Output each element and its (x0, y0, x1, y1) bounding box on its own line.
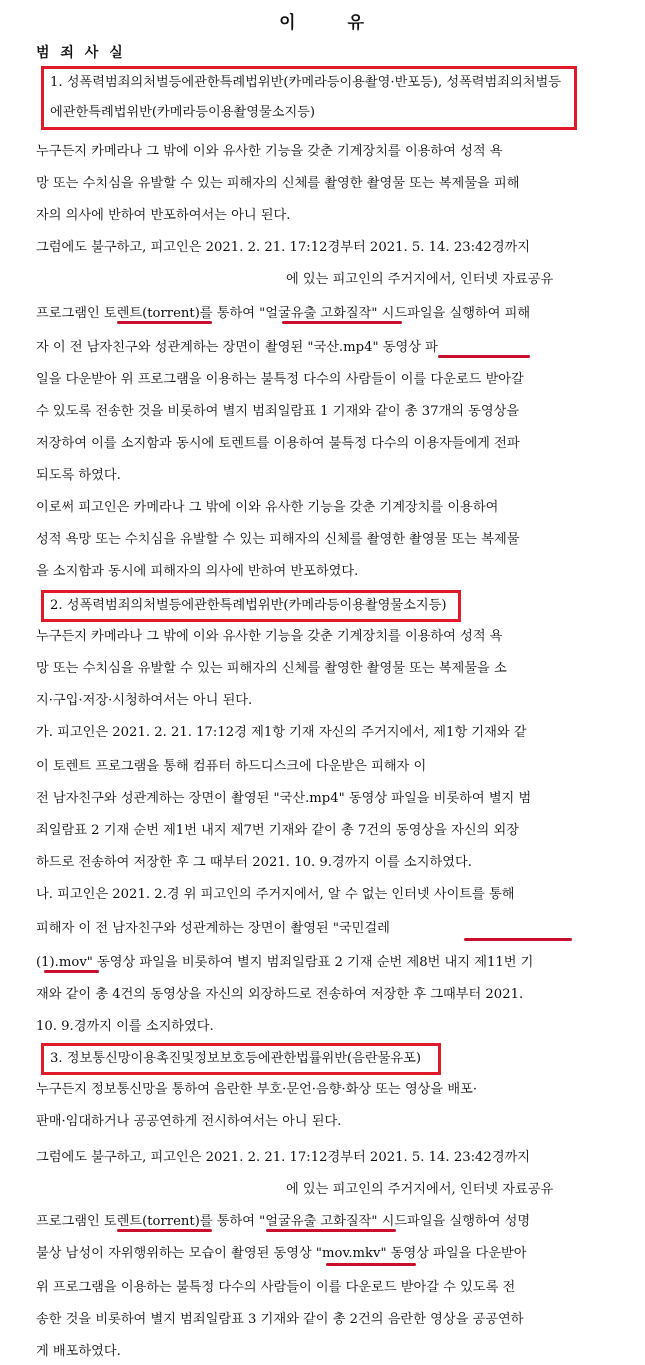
body-line: 10. 9.경까지 이를 소지하였다. (36, 1019, 214, 1034)
highlight-underline (282, 321, 402, 324)
title-right: 유 (347, 13, 366, 33)
highlight-underline (117, 321, 212, 324)
body-line: 자 이 전 남자친구와 성관계하는 장면이 촬영된 "국산.mp4" 동영상 파 (36, 340, 438, 355)
body-line: 송한 것을 비롯하여 별지 범죄일람표 3 기재와 같이 총 2건의 음란한 영상을 공공연하 (36, 1312, 524, 1327)
highlight-underline (266, 1229, 396, 1232)
body-line: 죄일람표 2 기재 순번 제1번 내지 제7번 기재와 같이 총 7건의 동영상을 자신의 외장 (36, 823, 519, 838)
body-line: 피해자 이 전 남자친구와 성관계하는 장면이 촬영된 "국민걸레 (36, 921, 390, 936)
body-line: 저장하여 이를 소지함과 동시에 토렌트를 이용하여 불특정 다수의 이용자들에게 전파 (36, 436, 520, 451)
body-line: 일을 다운받아 위 프로그램을 이용하는 불특정 다수의 사람들이 이를 다운로드 받아갈 (36, 372, 524, 387)
body-line: 에 있는 피고인의 주거지에서, 인터넷 자료공유 (286, 272, 554, 287)
page-title (0, 8, 645, 33)
body-line: 누구든지 카메라나 그 밖에 이와 유사한 기능을 갖춘 기계장치를 이용하여 성적 욕 (36, 629, 503, 644)
body-line: 불상 남성이 자위행위하는 모습이 촬영된 동영상 "mov.mkv" 동영상 파일을 다운받아 (36, 1246, 527, 1261)
body-line: (1).mov" 동영상 파일을 비롯하여 별지 범죄일람표 2 기재 순번 제8번 내지 제11번 기 (36, 955, 534, 970)
body-line: 누구든지 정보통신망을 통하여 음란한 부호·문언·음향·화상 또는 영상을 배포· (36, 1082, 478, 1097)
body-line: 전 남자친구와 성관계하는 장면이 촬영된 "국산.mp4" 동영상 파일을 비롯하여 별지 범 (36, 791, 532, 806)
section-1-header-line2: 에관한특례법위반(카메라등이용촬영물소지등) (50, 105, 316, 120)
body-line: 프로그램인 토렌트(torrent)를 통하여 "얼굴유출 고화질작" 시드파일을 실행하여 성명 (36, 1214, 531, 1229)
highlight-underline (438, 355, 530, 358)
body-line: 을 소지함과 동시에 피해자의 의사에 반하여 반포하였다. (36, 564, 359, 579)
body-line: 그럼에도 불구하고, 피고인은 2021. 2. 21. 17:12경부터 2021. 5. 14. 23:42경까지 (36, 1150, 531, 1165)
body-line: 에 있는 피고인의 주거지에서, 인터넷 자료공유 (286, 1182, 554, 1197)
body-line: 되도록 하였다. (36, 468, 121, 483)
highlight-underline (464, 938, 572, 941)
body-line: 망 또는 수치심을 유발할 수 있는 피해자의 신체를 촬영한 촬영물 또는 복제물을 피해 (36, 176, 520, 191)
body-line: 망 또는 수치심을 유발할 수 있는 피해자의 신체를 촬영한 촬영물 또는 복제물을 소 (36, 661, 507, 676)
highlight-underline (44, 970, 99, 973)
body-line: 재와 같이 총 4건의 동영상을 자신의 외장하드로 전송하여 저장한 후 그때부터 2021. (36, 987, 524, 1002)
section-2-header-line1: 2. 성폭력범죄의처벌등에관한특례법위반(카메라등이용촬영물소지등) (50, 598, 447, 613)
highlight-underline (117, 1229, 212, 1232)
body-line: 하드로 전송하여 저장한 후 그 때부터 2021. 10. 9.경까지 이를 소지하였다. (36, 855, 472, 870)
body-line: 위 프로그램을 이용하는 불특정 다수의 사람들이 이를 다운로드 받아갈 수 있도록 전 (36, 1280, 516, 1295)
body-line: 가. 피고인은 2021. 2. 21. 17:12경 제1항 기재 자신의 주거지에서, 제1항 기재와 같 (36, 725, 527, 740)
body-line: 그럼에도 불구하고, 피고인은 2021. 2. 21. 17:12경부터 2021. 5. 14. 23:42경까지 (36, 240, 531, 255)
body-line: 게 배포하였다. (36, 1344, 121, 1359)
body-line: 나. 피고인은 2021. 2.경 위 피고인의 주거지에서, 알 수 없는 인터넷 사이트를 통해 (36, 887, 515, 902)
body-line: 이로써 피고인은 카메라나 그 밖에 이와 유사한 기능을 갖춘 기계장치를 이용하여 (36, 500, 499, 515)
body-line: 이 토렌트 프로그램을 통해 컴퓨터 하드디스크에 다운받은 피해자 이 (36, 759, 427, 774)
body-line: 수 있도록 전송한 것을 비롯하여 별지 범죄일람표 1 기재와 같이 총 37개의 동영상을 (36, 404, 520, 419)
section-subhead: 범 죄 사 실 (36, 45, 126, 61)
body-line: 지·구입·저장·시청하여서는 아니 된다. (36, 693, 253, 708)
section-3-header-line1: 3. 정보통신망이용촉진및정보보호등에관한법률위반(음란물유포) (50, 1051, 422, 1066)
body-line: 성적 욕망 또는 수치심을 유발할 수 있는 피해자의 신체를 촬영한 촬영물 또는 복제물 (36, 532, 520, 547)
body-line: 프로그램인 토렌트(torrent)를 통하여 "얼굴유출 고화질작" 시드파일을 실행하여 피해 (36, 306, 531, 321)
section-1-header-line1: 1. 성폭력범죄의처벌등에관한특례법위반(카메라등이용촬영·반포등), 성폭력범죄의처벌등 (50, 75, 561, 90)
body-line: 누구든지 카메라나 그 밖에 이와 유사한 기능을 갖춘 기계장치를 이용하여 성적 욕 (36, 144, 503, 159)
body-line: 판매·임대하거나 공공연하게 전시하여서는 아니 된다. (36, 1114, 342, 1129)
highlight-underline (326, 1263, 416, 1266)
body-line: 자의 의사에 반하여 반포하여서는 아니 된다. (36, 208, 291, 223)
title-left: 이 (279, 13, 298, 33)
